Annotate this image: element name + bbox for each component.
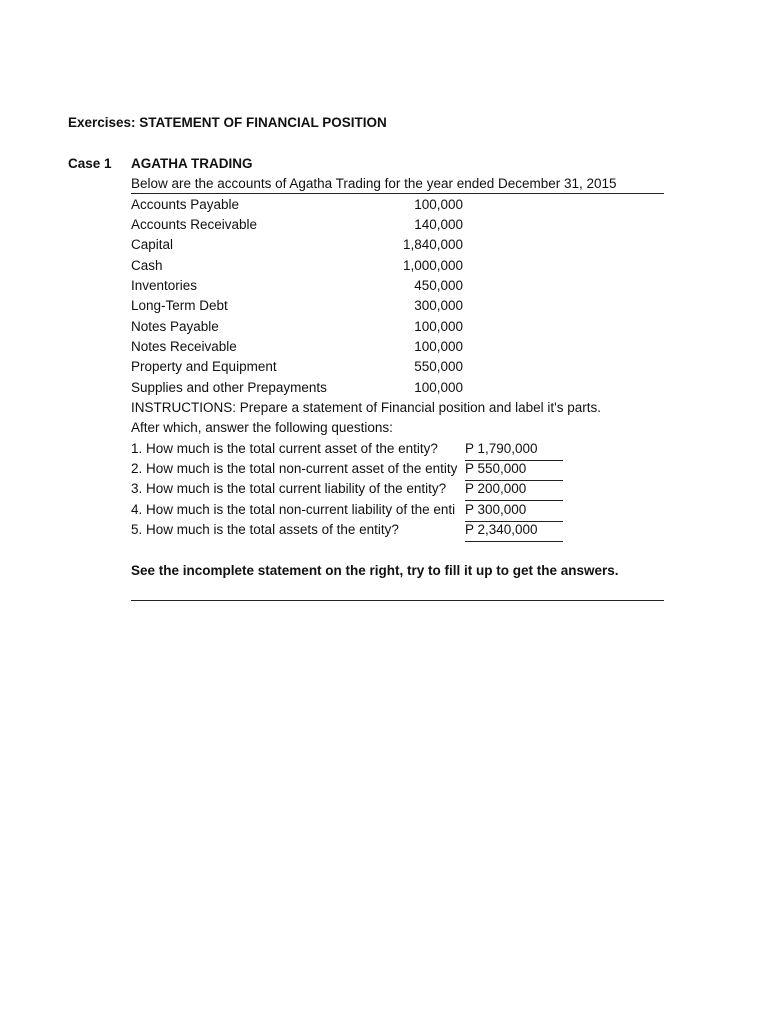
list-item xyxy=(131,278,463,298)
question-text: 3. How much is the total current liability of the entity? xyxy=(131,481,447,496)
account-amount: 100,000 xyxy=(414,319,463,334)
company-name: AGATHA TRADING xyxy=(131,156,253,171)
account-name: Supplies and other Prepayments xyxy=(131,380,327,395)
list-item xyxy=(131,237,463,257)
page-title: Exercises: STATEMENT OF FINANCIAL POSITION xyxy=(68,115,387,130)
account-name: Notes Receivable xyxy=(131,339,237,354)
list-item xyxy=(131,380,463,400)
list-item xyxy=(131,339,463,359)
account-name: Long-Term Debt xyxy=(131,298,228,313)
list-item xyxy=(131,197,463,217)
question-text: 1. How much is the total current asset of the entity? xyxy=(131,441,438,456)
account-amount: 550,000 xyxy=(414,359,463,374)
account-amount: 300,000 xyxy=(414,298,463,313)
account-name: Property and Equipment xyxy=(131,359,277,374)
case-label: Case 1 xyxy=(68,156,112,171)
account-name: Notes Payable xyxy=(131,319,219,334)
list-item xyxy=(131,217,463,237)
footer-note: See the incomplete statement on the right, try to fill it up to get the answers. xyxy=(131,563,619,578)
question-text: 5. How much is the total assets of the entity? xyxy=(131,522,399,537)
answer-field: P 200,000 xyxy=(465,481,563,501)
answer-field: P 300,000 xyxy=(465,502,563,522)
answer-field: P 1,790,000 xyxy=(465,441,563,461)
list-item xyxy=(131,359,463,379)
intro-underline xyxy=(131,193,664,194)
case-intro: Below are the accounts of Agatha Trading for the year ended December 31, 2015 xyxy=(131,176,617,191)
account-name: Cash xyxy=(131,258,163,273)
list-item xyxy=(131,319,463,339)
answer-field: P 2,340,000 xyxy=(465,522,563,542)
question-text: 2. How much is the total non-current asset of the entity xyxy=(131,461,458,476)
list-item xyxy=(131,258,463,278)
instructions-line-1: INSTRUCTIONS: Prepare a statement of Financial position and label it's parts. xyxy=(131,400,602,415)
account-amount: 100,000 xyxy=(414,339,463,354)
account-name: Capital xyxy=(131,237,174,252)
list-item xyxy=(131,298,463,318)
account-amount: 140,000 xyxy=(414,217,463,232)
account-amount: 100,000 xyxy=(414,380,463,395)
account-amount: 1,000,000 xyxy=(402,258,463,273)
account-amount: 1,840,000 xyxy=(402,237,463,252)
question-text: 4. How much is the total non-current liability of the enti xyxy=(131,502,456,517)
account-name: Inventories xyxy=(131,278,198,293)
account-amount: 450,000 xyxy=(414,278,463,293)
answer-field: P 550,000 xyxy=(465,461,563,481)
account-name: Accounts Payable xyxy=(131,197,240,212)
account-name: Accounts Receivable xyxy=(131,217,258,232)
footer-rule xyxy=(131,600,664,601)
instructions-line-2: After which, answer the following questions: xyxy=(131,420,393,435)
account-amount: 100,000 xyxy=(414,197,463,212)
